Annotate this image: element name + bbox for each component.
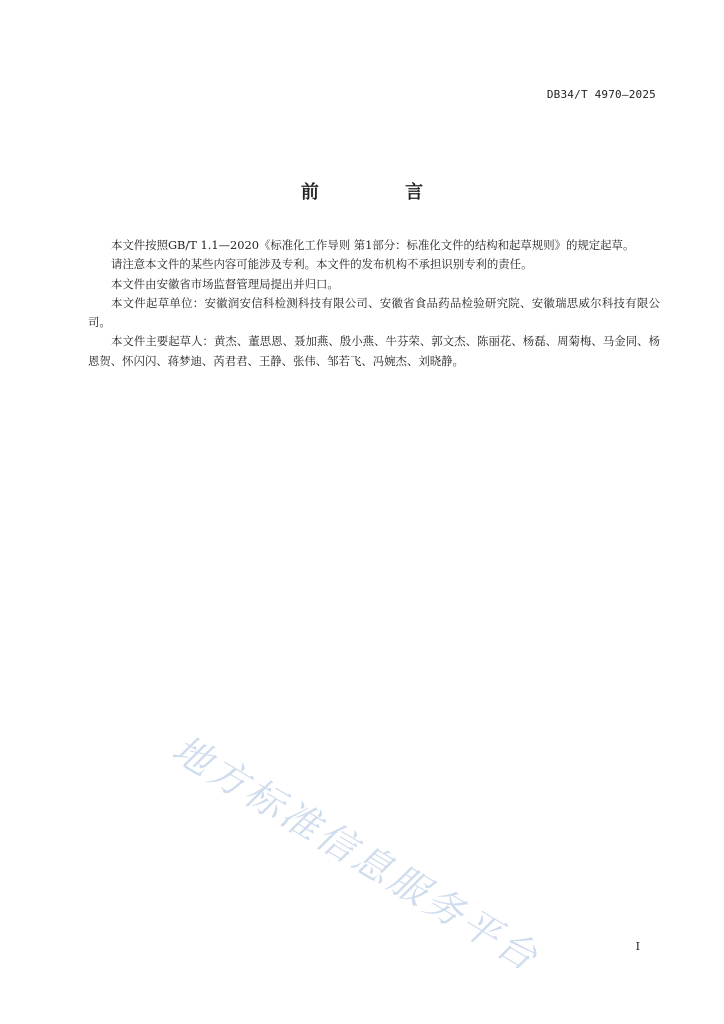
header-code: DB34/T 4970—2025 <box>546 88 656 101</box>
paragraph-patent-notice: 请注意本文件的某些内容可能涉及专利。本文件的发布机构不承担识别专利的责任。 <box>111 257 533 272</box>
document-body <box>88 236 660 371</box>
paragraph-proposer: 本文件由安徽省市场监督管理局提出并归口。 <box>111 276 339 291</box>
page-number: I <box>635 940 640 953</box>
page-title: 前 言 <box>300 182 464 203</box>
paragraph-drafters: 本文件主要起草人：黄杰、董思恩、聂加燕、殷小燕、牛芬荣、郭文杰、陈丽花、杨磊、周菊梅、马金同、杨恩贺、怀闪闪、蒋梦迪、芮君君、王静、张伟、邹若飞、冯婉杰、刘晓静。 <box>88 334 660 368</box>
watermark: 地方标准信息服务平台 <box>164 726 548 981</box>
paragraph-drafting-units: 本文件起草单位：安徽润安信科检测科技有限公司、安徽省食品药品检验研究院、安徽瑞思威尔科技有限公司。 <box>88 295 660 330</box>
paragraph-standard-basis: 本文件按照GB/T 1.1—2020《标准化工作导则 第1部分：标准化文件的结构和起草规则》的规定起草。 <box>111 238 635 252</box>
